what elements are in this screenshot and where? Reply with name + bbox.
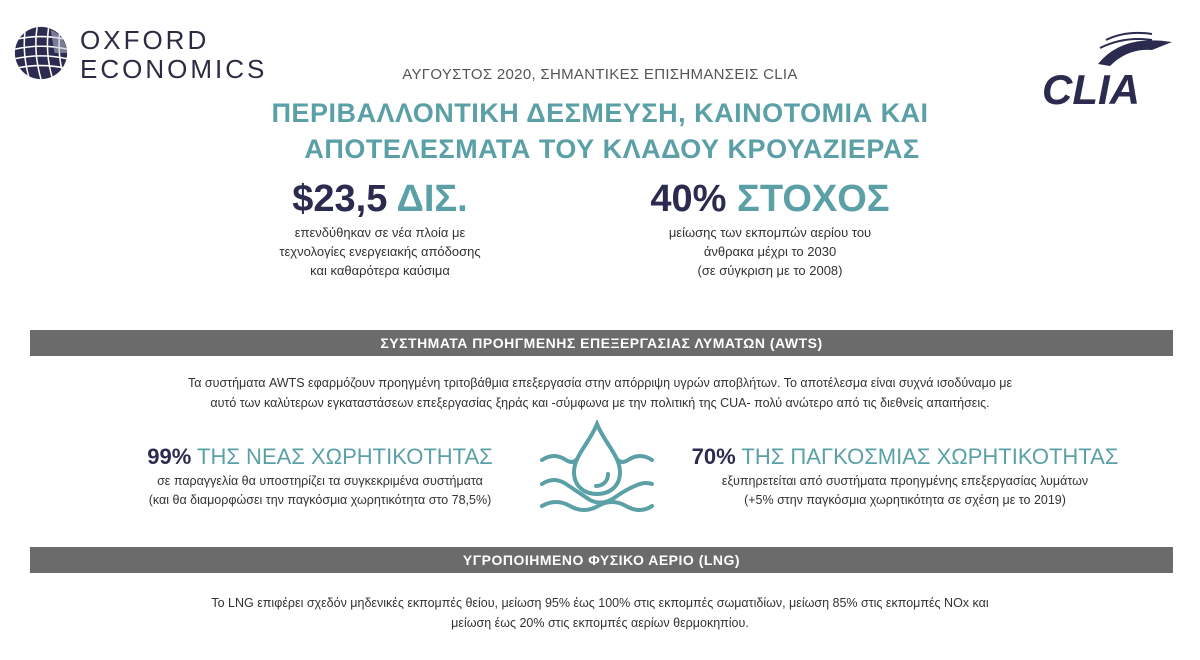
investment-stat bbox=[250, 178, 510, 280]
lng-paragraph-line: μείωση έως 20% στις εκπομπές αερίων θερμοκηπίου. bbox=[451, 616, 749, 630]
awts-section-bar: ΣΥΣΤΗΜΑΤΑ ΠΡΟΗΓΜΕΝΗΣ ΕΠΕΞΕΡΓΑΣΙΑΣ ΛΥΜΑΤΩΝ (AWTS) bbox=[30, 330, 1173, 356]
new-capacity-stat bbox=[100, 444, 540, 510]
lng-paragraph-line: Το LNG επιφέρει σχεδόν μηδενικές εκπομπές θείου, μείωση 95% έως 100% στις εκπομπές σωματιδίων, μείωση 85% στις εκπομπές NOx και bbox=[211, 596, 989, 610]
awts-paragraph-line: Τα συστήματα AWTS εφαρμόζουν προηγμένη τριτοβάθμια επεξεργασία στην απόρριψη υγρών αποβλήτων. Το αποτέλεσμα είναι συχνά ισοδύναμο με bbox=[187, 376, 1013, 390]
report-subheader: ΑΥΓΟΥΣΤΟΣ 2020, ΣΗΜΑΝΤΙΚΕΣ ΕΠΙΣΗΜΑΝΣΕΙΣ CLIA bbox=[402, 66, 798, 83]
new-capacity-description bbox=[100, 472, 540, 510]
water-drop-icon bbox=[538, 420, 656, 518]
awts-paragraph-line: αυτό των καλύτερων εγκαταστάσεων επεξεργασίας ξηράς και -σύμφωνα με την πολιτική της CUA- πολύ ανώτερο από τις διεθνείς απαιτήσεις. bbox=[210, 396, 990, 410]
global-capacity-description bbox=[670, 472, 1140, 510]
target-desc-line: μείωσης των εκπομπών αερίου του bbox=[668, 225, 872, 240]
new-capacity-desc-line: σε παραγγελία θα υποστηρίζει τα συγκεκριμένα συστήματα bbox=[157, 474, 483, 488]
new-capacity-desc-line: (και θα διαμορφώσει την παγκόσμια χωρητικότητα στο 78,5%) bbox=[148, 493, 492, 507]
new-capacity-value: 99% bbox=[147, 444, 192, 469]
target-unit: ΣΤΟΧΟΣ bbox=[737, 178, 890, 220]
lng-paragraph bbox=[20, 593, 1180, 633]
logo-line-economics: ECONOMICS bbox=[80, 54, 268, 84]
global-capacity-value: 70% bbox=[691, 444, 736, 469]
target-headline bbox=[620, 178, 920, 221]
target-desc-line: άνθρακα μέχρι το 2030 bbox=[703, 244, 837, 259]
logo-line-oxford: OXFORD bbox=[80, 25, 210, 55]
target-desc-line: (σε σύγκριση με το 2008) bbox=[697, 263, 843, 278]
investment-desc-line: επενδύθηκαν σε νέα πλοία με bbox=[294, 225, 466, 240]
investment-unit: ΔΙΣ. bbox=[396, 178, 468, 220]
new-capacity-label: ΤΗΣ ΝΕΑΣ ΧΩΡΗΤΙΚΟΤΗΤΑΣ bbox=[197, 444, 493, 469]
investment-headline bbox=[250, 178, 510, 221]
clia-ship-icon bbox=[1098, 33, 1172, 66]
awts-paragraph bbox=[0, 373, 1200, 413]
global-capacity-desc-line: (+5% στην παγκόσμια χωρητικότητα σε σχέση με το 2019) bbox=[744, 493, 1066, 507]
global-capacity-stat bbox=[670, 444, 1140, 510]
investment-desc-line: και καθαρότερα καύσιμα bbox=[310, 263, 450, 278]
page-title-line-1: ΠΕΡΙΒΑΛΛΟΝΤΙΚΗ ΔΕΣΜΕΥΣΗ, ΚΑΙΝΟΤΟΜΙΑ ΚΑΙ bbox=[271, 98, 929, 128]
global-capacity-label: ΤΗΣ ΠΑΓΚΟΣΜΙΑΣ ΧΩΡΗΤΙΚΟΤΗΤΑΣ bbox=[741, 444, 1119, 469]
target-description bbox=[620, 223, 920, 280]
new-capacity-headline bbox=[100, 444, 540, 470]
lng-section-bar: ΥΓΡΟΠΟΙΗΜΕΝΟ ΦΥΣΙΚΟ ΑΕΡΙΟ (LNG) bbox=[30, 547, 1173, 573]
global-capacity-desc-line: εξυπηρετείται από συστήματα προηγμένης επεξεργασίας λυμάτων bbox=[721, 474, 1089, 488]
page-title-line-2: ΑΠΟΤΕΛΕΣΜΑΤΑ ΤΟΥ ΚΛΑΔΟΥ ΚΡΟΥΑΖΙΕΡΑΣ bbox=[304, 134, 920, 164]
clia-logo bbox=[1040, 26, 1180, 112]
investment-desc-line: τεχνολογίες ενεργειακής απόδοσης bbox=[279, 244, 481, 259]
investment-value: $23,5 bbox=[292, 178, 388, 220]
target-value: 40% bbox=[650, 178, 727, 220]
target-stat bbox=[620, 178, 920, 280]
clia-wordmark: CLIA bbox=[1042, 66, 1140, 112]
global-capacity-headline bbox=[670, 444, 1140, 470]
investment-description bbox=[250, 223, 510, 280]
